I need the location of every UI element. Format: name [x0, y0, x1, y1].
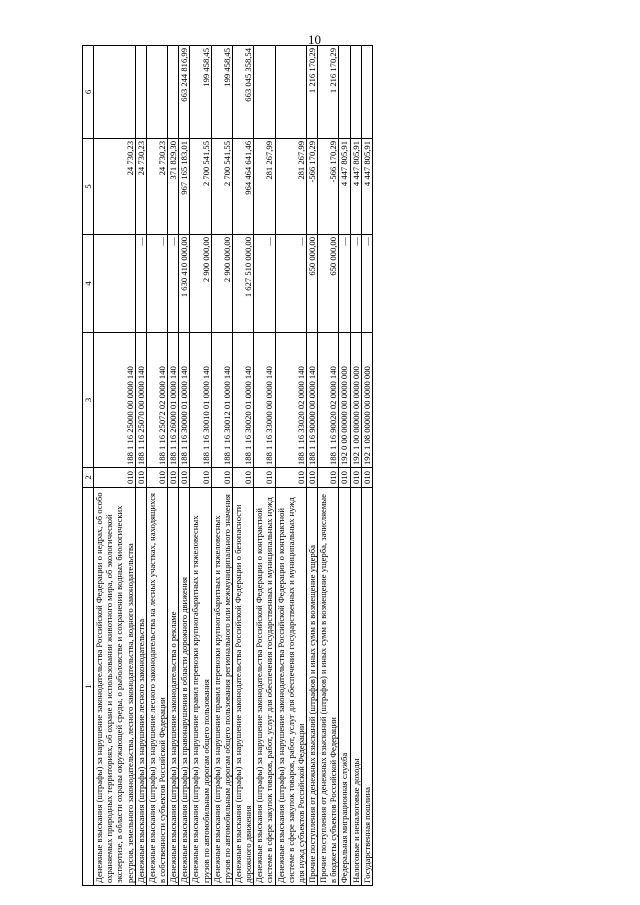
- row-remainder: 663 244 816,99: [179, 46, 190, 139]
- row-plan: 650 000,00: [306, 235, 317, 333]
- row-remainder: [94, 46, 136, 139]
- row-remainder: 199 458,45: [211, 46, 232, 139]
- row-actual: 2 700 541,55: [190, 139, 211, 235]
- row-plan: —: [275, 235, 306, 333]
- row-kbk: 188 1 16 30000 01 0000 140: [179, 333, 190, 468]
- row-actual: 4 447 805,91: [361, 139, 372, 235]
- row-code: 010: [168, 468, 179, 488]
- table-row: [275, 46, 306, 886]
- row-kbk: 188 1 16 30012 01 0000 140: [211, 333, 232, 468]
- header-col-6: 6: [83, 46, 94, 139]
- row-actual: 24 730,23: [146, 139, 167, 235]
- row-kbk: 188 1 16 30020 01 0000 140: [232, 333, 253, 468]
- row-remainder: 663 045 358,54: [232, 46, 253, 139]
- table-row: [306, 46, 317, 886]
- row-plan: [94, 235, 136, 333]
- row-remainder: 1 216 170,29: [318, 46, 339, 139]
- row-plan: 650 000,00: [318, 235, 339, 333]
- row-kbk: 188 1 16 33020 02 0000 140: [275, 333, 306, 468]
- report-table-rotated: [82, 46, 594, 886]
- row-code: 010: [361, 468, 372, 488]
- table-row: [168, 46, 179, 886]
- row-name: Денежные взыскания (штрафы) за нарушение законодательства о рекламе: [168, 488, 179, 886]
- row-actual: 281 267,99: [254, 139, 275, 235]
- row-actual: -566 170,29: [306, 139, 317, 235]
- row-code: 010: [211, 468, 232, 488]
- row-remainder: [146, 46, 167, 139]
- row-plan: 2 900 000,00: [211, 235, 232, 333]
- row-remainder: [361, 46, 372, 139]
- row-kbk: 188 1 16 25000 00 0000 140: [94, 333, 136, 468]
- row-remainder: [168, 46, 179, 139]
- row-name: Денежные взыскания (штрафы) за нарушение правил перевозки крупногабаритных и тяжеловесных грузов по автомобильным дорогам общего пользования регионального или межмуниципального значения: [211, 488, 232, 886]
- row-kbk: 188 1 16 33000 00 0000 140: [254, 333, 275, 468]
- row-remainder: [275, 46, 306, 139]
- table-row: [254, 46, 275, 886]
- row-name: Денежные взыскания (штрафы) за нарушение законодательства Российской Федерации о контрактной системе в сфере закупок товаров, работ, услуг для обеспечения государственных и муниципальных нужд для нужд субъектов Российской Федерации: [275, 488, 306, 886]
- table-row: [146, 46, 167, 886]
- row-kbk: 188 1 16 25070 00 0000 140: [135, 333, 146, 468]
- row-remainder: 1 216 170,29: [306, 46, 317, 139]
- row-plan: —: [361, 235, 372, 333]
- row-code: 010: [232, 468, 253, 488]
- header-col-2: 2: [83, 468, 94, 488]
- row-actual: 24 730,23: [135, 139, 146, 235]
- row-kbk: 192 0 00 00000 00 0000 000: [339, 333, 350, 468]
- row-plan: —: [350, 235, 361, 333]
- row-plan: 2 900 000,00: [190, 235, 211, 333]
- row-name: Денежные взыскания (штрафы) за правонарушения в области дорожного движения: [179, 488, 190, 886]
- table-row: [339, 46, 350, 886]
- row-remainder: 199 458,45: [190, 46, 211, 139]
- row-actual: 371 829,30: [168, 139, 179, 235]
- row-code: 010: [135, 468, 146, 488]
- row-remainder: [339, 46, 350, 139]
- row-code: 010: [306, 468, 317, 488]
- row-name: Налоговые и неналоговые доходы: [350, 488, 361, 886]
- table-row: [350, 46, 361, 886]
- row-remainder: [254, 46, 275, 139]
- row-code: 010: [179, 468, 190, 488]
- row-name: Денежные взыскания (штрафы) за нарушение правил перевозки крупногабаритных и тяжеловесных грузов по автомобильным дорогам общего пользования: [190, 488, 211, 886]
- row-remainder: [350, 46, 361, 139]
- row-kbk: 188 1 16 30010 01 0000 140: [190, 333, 211, 468]
- page-number: 10: [308, 32, 321, 47]
- row-code: 010: [318, 468, 339, 488]
- row-plan: —: [254, 235, 275, 333]
- table-row: [318, 46, 339, 886]
- row-actual: 4 447 805,91: [350, 139, 361, 235]
- row-code: 010: [190, 468, 211, 488]
- row-name: Прочие поступления от денежных взысканий (штрафов) и иных сумм в возмещение ущерба: [306, 488, 317, 886]
- row-name: Прочие поступления от денежных взысканий (штрафов) и иных сумм в возмещение ущерба, зачисляемые в бюджеты субъектов Российской Федерации: [318, 488, 339, 886]
- row-actual: 2 700 541,55: [211, 139, 232, 235]
- row-actual: 4 447 805,91: [339, 139, 350, 235]
- row-actual: 281 267,99: [275, 139, 306, 235]
- row-kbk: 192 1 08 00000 00 0000 000: [361, 333, 372, 468]
- row-plan: —: [146, 235, 167, 333]
- row-code: 010: [350, 468, 361, 488]
- row-plan: —: [168, 235, 179, 333]
- table-row: [94, 46, 136, 886]
- row-code: 010: [275, 468, 306, 488]
- row-name: Денежные взыскания (штрафы) за нарушение законодательства Российской Федерации о безопасности дорожного движения: [232, 488, 253, 886]
- row-name: Денежные взыскания (штрафы) за нарушение лесного законодательства: [135, 488, 146, 886]
- row-kbk: 188 1 16 90020 02 0000 140: [318, 333, 339, 468]
- income-table: [82, 45, 373, 886]
- row-actual: -566 170,29: [318, 139, 339, 235]
- row-plan: —: [339, 235, 350, 333]
- row-code: 010: [146, 468, 167, 488]
- row-name: Денежные взыскания (штрафы) за нарушение лесного законодательства на лесных участках, находящихся в собственности субъектов Российской Федерации: [146, 488, 167, 886]
- header-col-1: 1: [83, 488, 94, 886]
- header-row: [83, 46, 94, 886]
- row-code: 010: [339, 468, 350, 488]
- row-kbk: 188 1 16 90000 00 0000 140: [306, 333, 317, 468]
- row-actual: 967 165 183,01: [179, 139, 190, 235]
- table-row: [135, 46, 146, 886]
- table-row: [190, 46, 211, 886]
- row-code: 010: [94, 468, 136, 488]
- row-code: 010: [254, 468, 275, 488]
- row-name: Денежные взыскания (штрафы) за нарушение законодательства Российской Федерации о контрактной системе в сфере закупок товаров, работ, услуг для обеспечения государственных и муниципальных нужд: [254, 488, 275, 886]
- row-plan: 1 630 410 000,00: [179, 235, 190, 333]
- header-col-4: 4: [83, 235, 94, 333]
- row-actual: 964 464 641,46: [232, 139, 253, 235]
- row-kbk: 188 1 16 26000 01 0000 140: [168, 333, 179, 468]
- row-remainder: [135, 46, 146, 139]
- row-plan: 1 627 510 000,00: [232, 235, 253, 333]
- header-col-5: 5: [83, 139, 94, 235]
- row-name: Денежные взыскания (штрафы) за нарушение законодательства Российской Федерации о недрах, об особо охраняемых природных территориях, об охране и использовании животного мира, об экологической экспертизе, в области охраны окружающей среды, о рыболовстве и сохранении водных биологических ресурсов, земельного законодательства, лесного законодательства, водного законодательства: [94, 488, 136, 886]
- row-kbk: 192 1 00 00000 00 0000 000: [350, 333, 361, 468]
- table-row: [361, 46, 372, 886]
- row-name: Государственная пошлина: [361, 488, 372, 886]
- table-row: [179, 46, 190, 886]
- row-name: Федеральная миграционная служба: [339, 488, 350, 886]
- row-actual: 24 730,23: [94, 139, 136, 235]
- row-plan: —: [135, 235, 146, 333]
- header-col-3: 3: [83, 333, 94, 468]
- table-row: [232, 46, 253, 886]
- row-kbk: 188 1 16 25072 02 0000 140: [146, 333, 167, 468]
- table-row: [211, 46, 232, 886]
